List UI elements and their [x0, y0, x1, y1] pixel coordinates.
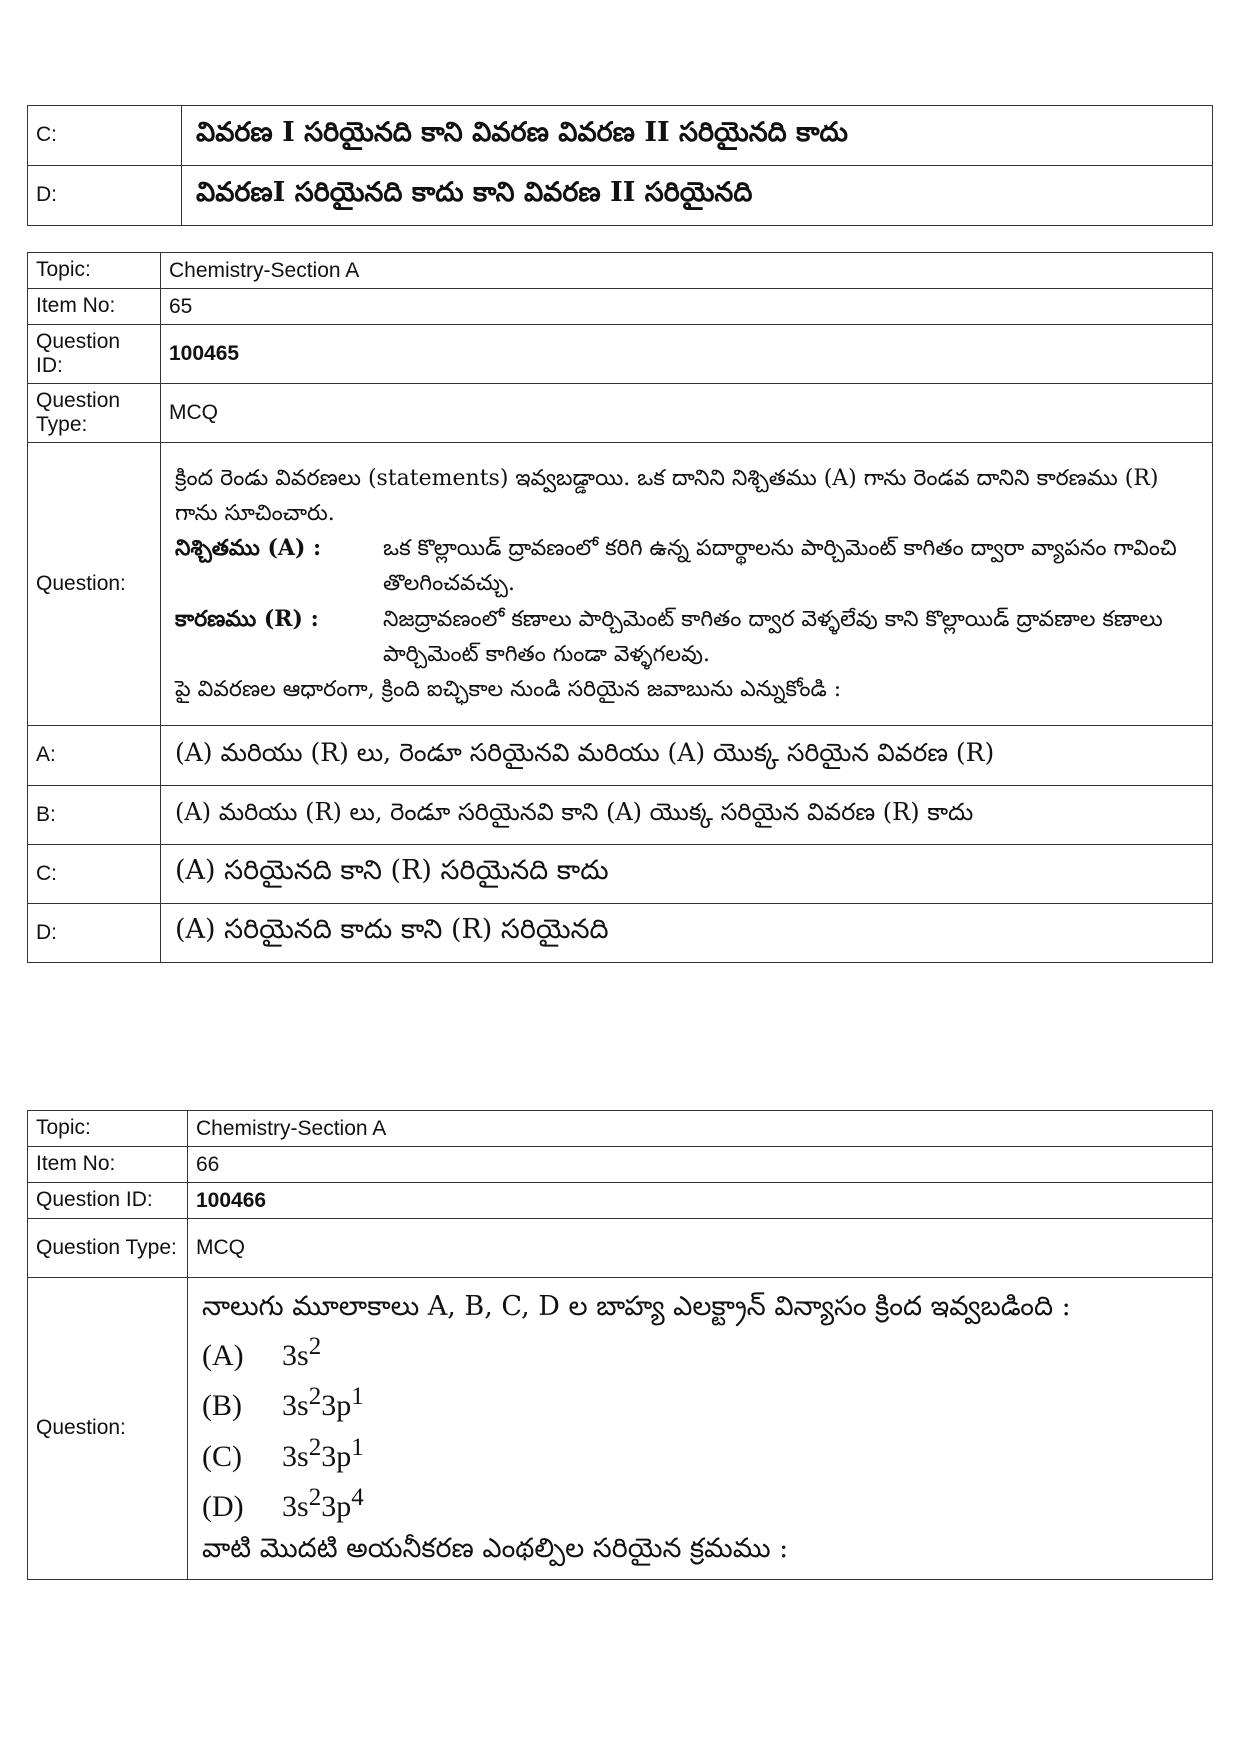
- assertion-text: ఒక కొల్లాయిడ్ ద్రావణంలో కరిగి ఉన్న పదార్థాలను పార్చిమెంట్ కాగితం ద్వారా వ్యాపనం గావించి తొలగించవచ్చు.: [383, 536, 1177, 597]
- option-a-text: (A) మరియు (R) లు, రెండూ సరియైనవి మరియు (A) యొక్క సరియైన వివరణ (R): [161, 726, 1213, 786]
- question-id-label: Question ID:: [28, 1183, 188, 1219]
- assertion-label: నిశ్చితము (A) :: [175, 535, 322, 562]
- option-c-text: (A) సరియైనది కాని (R) సరియైనది కాదు: [161, 845, 1213, 904]
- question-65-table: [27, 252, 1213, 963]
- option-c-label: C:: [28, 106, 182, 166]
- topic-label: Topic:: [28, 1111, 188, 1147]
- item-no-label: Item No:: [28, 1147, 188, 1183]
- reason-text: నిజద్రావణంలో కణాలు పార్చిమెంట్ కాగితం ద్వార వెళ్ళలేవు కాని కొల్లాయిడ్ ద్రావణాల కణాలు పార్చిమెంట్ కాగితం గుండా వెళ్ళగలవు.: [383, 606, 1163, 667]
- option-d-text: వివరణI సరియైనది కాదు కాని వివరణ II సరియైనది: [182, 166, 1213, 226]
- prev-question-table: [27, 105, 1213, 226]
- question-id-label: Question ID:: [28, 325, 161, 384]
- option-b-text: (A) మరియు (R) లు, రెండూ సరియైనవి కాని (A) యొక్క సరియైన వివరణ (R) కాదు: [161, 786, 1213, 845]
- question-66-table: [27, 1110, 1213, 1580]
- topic-value: Chemistry-Section A: [188, 1111, 1213, 1147]
- question-id-value: 100466: [188, 1183, 1213, 1219]
- config-item: (C) $3s^23p^1$: [202, 1429, 1198, 1479]
- question-prompt: వాటి మొదటి అయనీకరణ ఎంథల్పిల సరియైన క్రమము :: [202, 1533, 789, 1565]
- config-letter: (A): [202, 1338, 244, 1372]
- question-type-label: Question Type:: [28, 384, 161, 443]
- question-type-label: Question Type:: [28, 1219, 188, 1278]
- question-body: [161, 443, 1213, 726]
- item-no-label: Item No:: [28, 289, 161, 325]
- config-item: (B) $3s^23p^1$: [202, 1378, 1198, 1428]
- option-b-label: B:: [28, 786, 161, 845]
- option-d-label: D:: [28, 904, 161, 963]
- item-no-value: 65: [161, 289, 1213, 325]
- config-item: (A) $3s^2$: [202, 1328, 1198, 1378]
- config-letter: (B): [202, 1389, 242, 1423]
- question-label: Question:: [28, 1278, 188, 1580]
- question-type-value: MCQ: [188, 1219, 1213, 1278]
- question-intro: క్రింద రెండు వివరణలు (statements) ఇవ్వబడ్డాయి. ఒక దానిని నిశ్చితము (A) గాను రెండవ దానిని కారణము (R) గాను సూచించారు.: [175, 465, 1159, 527]
- option-c-label: C:: [28, 845, 161, 904]
- question-prompt: పై వివరణల ఆధారంగా, క్రింది ఐచ్ఛికాల నుండి సరియైన జవాబును ఎన్నుకోండి :: [175, 676, 842, 702]
- item-no-value: 66: [188, 1147, 1213, 1183]
- reason-label: కారణము (R) :: [175, 605, 319, 632]
- topic-label: Topic:: [28, 253, 161, 289]
- question-intro: నాలుగు మూలాకాలు A, B, C, D ల బాహ్య ఎలక్ట్రాన్ విన్యాసం క్రింద ఇవ్వబడింది :: [202, 1291, 1071, 1323]
- option-a-label: A:: [28, 726, 161, 786]
- config-letter: (D): [202, 1489, 244, 1523]
- question-id-value: 100465: [161, 325, 1213, 384]
- option-c-text: వివరణ I సరియైనది కాని వివరణ వివరణ II సరియైనది కాదు: [182, 106, 1213, 166]
- question-label: Question:: [28, 443, 161, 726]
- config-letter: (C): [202, 1439, 242, 1473]
- option-d-text: (A) సరియైనది కాదు కాని (R) సరియైనది: [161, 904, 1213, 963]
- config-list: [202, 1328, 1198, 1530]
- option-d-label: D:: [28, 166, 182, 226]
- question-body: [188, 1278, 1213, 1580]
- config-item: (D) $3s^23p^4$: [202, 1479, 1198, 1529]
- topic-value: Chemistry-Section A: [161, 253, 1213, 289]
- question-type-value: MCQ: [161, 384, 1213, 443]
